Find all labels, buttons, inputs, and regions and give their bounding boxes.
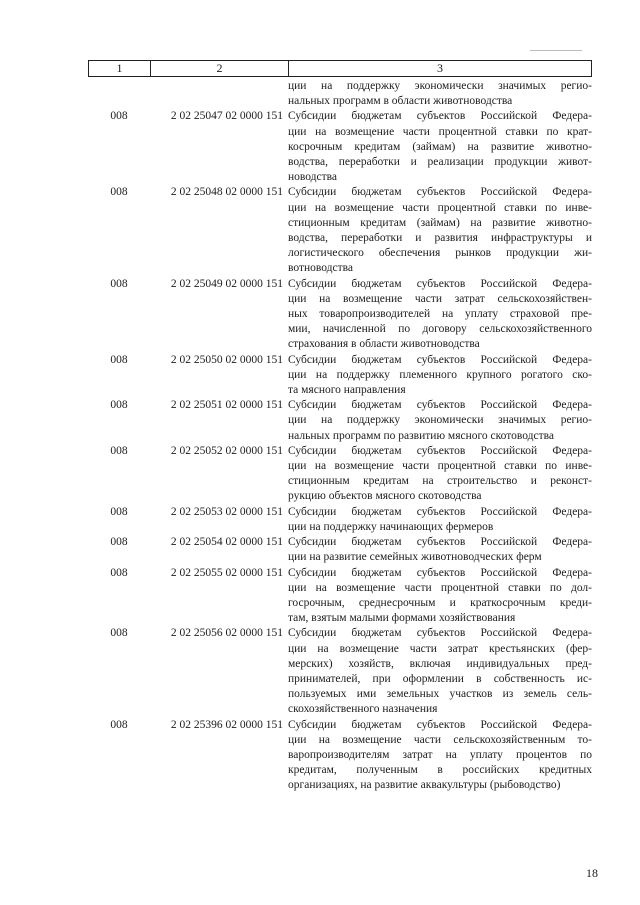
- table-row: [88, 109, 600, 185]
- description-line: косрочным кредитам (займам) на развитие животно-: [288, 140, 592, 153]
- description-line: нальных программ по развитию мясного скотоводства: [288, 429, 555, 442]
- table-row: [88, 626, 600, 717]
- description-line: Субсидии бюджетам субъектов Российской Федера-: [288, 353, 592, 366]
- admin-code: 008: [110, 536, 128, 549]
- description-line: Субсидии бюджетам субъектов Российской Федера-: [288, 186, 592, 199]
- income-description: [288, 353, 592, 399]
- description-line: ции на поддержку экономически значимых регио-: [288, 414, 592, 427]
- description-line: ции на поддержку экономически значимых регио-: [288, 80, 592, 92]
- description-line: варопроизводителям затрат на уплату процентов по: [288, 748, 592, 761]
- description-line: ции на возмещение части процентной ставки по крат-: [288, 125, 592, 138]
- description-line: Субсидии бюджетам субъектов Российской Федера-: [288, 566, 592, 579]
- income-description: [288, 277, 592, 353]
- income-description: [288, 505, 592, 535]
- admin-code: 008: [110, 718, 128, 731]
- header-col-3: 3: [437, 61, 443, 75]
- budget-classification-code: 2 02 25051 02 0000 151: [170, 399, 283, 412]
- scan-mark: [530, 50, 582, 51]
- description-line: ции на возмещение части затрат сельскохозяйствен-: [288, 292, 592, 305]
- table-row: [88, 277, 600, 353]
- income-description: [288, 566, 592, 627]
- description-line: вотноводства: [288, 262, 354, 275]
- description-line: логистического обеспечения рынков продукции жи-: [288, 247, 592, 260]
- income-description: [288, 185, 592, 276]
- description-line: госрочным, среднесрочным и краткосрочным креди-: [288, 596, 592, 609]
- description-line: ции на возмещение части процентной ставки по инве-: [288, 201, 592, 214]
- table-row: [88, 505, 600, 535]
- description-line: Субсидии бюджетам субъектов Российской Федера-: [288, 110, 592, 123]
- description-line: водства, переработки и развития инфраструктуры и: [288, 232, 592, 245]
- budget-classification-code: 2 02 25396 02 0000 151: [170, 718, 283, 731]
- description-line: принимателей, при оформлении в собственность ис-: [288, 672, 592, 685]
- description-line: ции на возмещение части затрат крестьянских (фер-: [288, 642, 592, 655]
- table-row: [88, 185, 600, 276]
- admin-code: 008: [110, 399, 128, 412]
- budget-classification-code: 2 02 25049 02 0000 151: [170, 277, 283, 290]
- income-description: [288, 79, 592, 109]
- budget-classification-code: 2 02 25047 02 0000 151: [170, 110, 283, 123]
- description-line: Субсидии бюджетам субъектов Российской Федера-: [288, 536, 592, 549]
- table-row: [88, 353, 600, 399]
- description-line: Субсидии бюджетам субъектов Российской Федера-: [288, 627, 592, 640]
- description-line: Субсидии бюджетам субъектов Российской Федера-: [288, 444, 592, 457]
- description-line: та мясного направления: [288, 384, 406, 397]
- income-description: [288, 626, 592, 717]
- income-description: [288, 398, 592, 444]
- budget-classification-code: 2 02 25056 02 0000 151: [170, 627, 283, 640]
- budget-classification-code: 2 02 25055 02 0000 151: [170, 566, 283, 579]
- table-row: [88, 79, 600, 109]
- income-description: [288, 109, 592, 185]
- description-line: страхования в области животноводства: [288, 338, 480, 351]
- description-line: стиционным кредитам (займам) на развитие животно-: [288, 216, 592, 229]
- table-header: [88, 60, 592, 77]
- description-line: там, взятым малыми формами хозяйствования: [288, 612, 516, 625]
- description-line: рукцию объектов мясного скотоводства: [288, 490, 482, 503]
- description-line: новодства: [288, 171, 338, 184]
- budget-classification-code: 2 02 25052 02 0000 151: [170, 444, 283, 457]
- admin-code: 008: [110, 505, 128, 518]
- admin-code: 008: [110, 353, 128, 366]
- budget-classification-code: 2 02 25048 02 0000 151: [170, 186, 283, 199]
- table-row: [88, 535, 600, 565]
- budget-classification-code: [150, 79, 288, 109]
- table-row: [88, 566, 600, 627]
- description-line: водства, переработки и реализации продукции живот-: [288, 156, 592, 169]
- description-line: ных товаропроизводителей на уплату страховой пре-: [288, 308, 592, 321]
- admin-code: 008: [110, 627, 128, 640]
- description-line: мии, начисленной по договору сельскохозяйственного: [288, 323, 592, 336]
- description-line: ции на возмещение части процентной ставки по инве-: [288, 460, 592, 473]
- description-line: скохозяйственного назначения: [288, 703, 438, 716]
- description-line: ции на поддержку начинающих фермеров: [288, 520, 494, 533]
- description-line: мерских) хозяйств, включая индивидуальных пред-: [288, 657, 592, 670]
- description-line: пользуемых ими земельных участков из земель сель-: [288, 688, 592, 701]
- header-col-1: 1: [89, 61, 151, 76]
- header-col-2: 2: [151, 61, 289, 76]
- admin-code: 008: [110, 444, 128, 457]
- table-body: [88, 79, 600, 794]
- description-line: нальных программ в области животноводства: [288, 95, 513, 108]
- description-line: стиционным кредитам на строительство и реконст-: [288, 475, 592, 488]
- description-line: Субсидии бюджетам субъектов Российской Федера-: [288, 505, 592, 518]
- description-line: Субсидии бюджетам субъектов Российской Федера-: [288, 399, 592, 412]
- description-line: организациях, на развитие аквакультуры (рыбоводство): [288, 779, 561, 792]
- table-row: [88, 718, 600, 794]
- description-line: Субсидии бюджетам субъектов Российской Федера-: [288, 718, 592, 731]
- description-line: кредитам, полученным в российских кредитных: [288, 764, 592, 777]
- page-number: 18: [586, 866, 598, 880]
- admin-code: [88, 79, 150, 109]
- admin-code: 008: [110, 186, 128, 199]
- admin-code: 008: [110, 110, 128, 123]
- table-row: [88, 444, 600, 505]
- description-line: ции на возмещение части сельскохозяйственным то-: [288, 733, 592, 746]
- description-line: ции на возмещение части процентной ставки по дол-: [288, 581, 592, 594]
- income-description: [288, 444, 592, 505]
- budget-classification-code: 2 02 25050 02 0000 151: [170, 353, 283, 366]
- budget-classification-code: 2 02 25053 02 0000 151: [170, 505, 283, 518]
- table-row: [88, 398, 600, 444]
- income-description: [288, 718, 592, 794]
- income-description: [288, 535, 592, 565]
- description-line: Субсидии бюджетам субъектов Российской Федера-: [288, 277, 592, 290]
- description-line: ции на развитие семейных животноводческих ферм: [288, 551, 542, 564]
- admin-code: 008: [110, 277, 128, 290]
- admin-code: 008: [110, 566, 128, 579]
- budget-classification-code: 2 02 25054 02 0000 151: [170, 536, 283, 549]
- description-line: ции на поддержку племенного крупного рогатого ско-: [288, 368, 592, 381]
